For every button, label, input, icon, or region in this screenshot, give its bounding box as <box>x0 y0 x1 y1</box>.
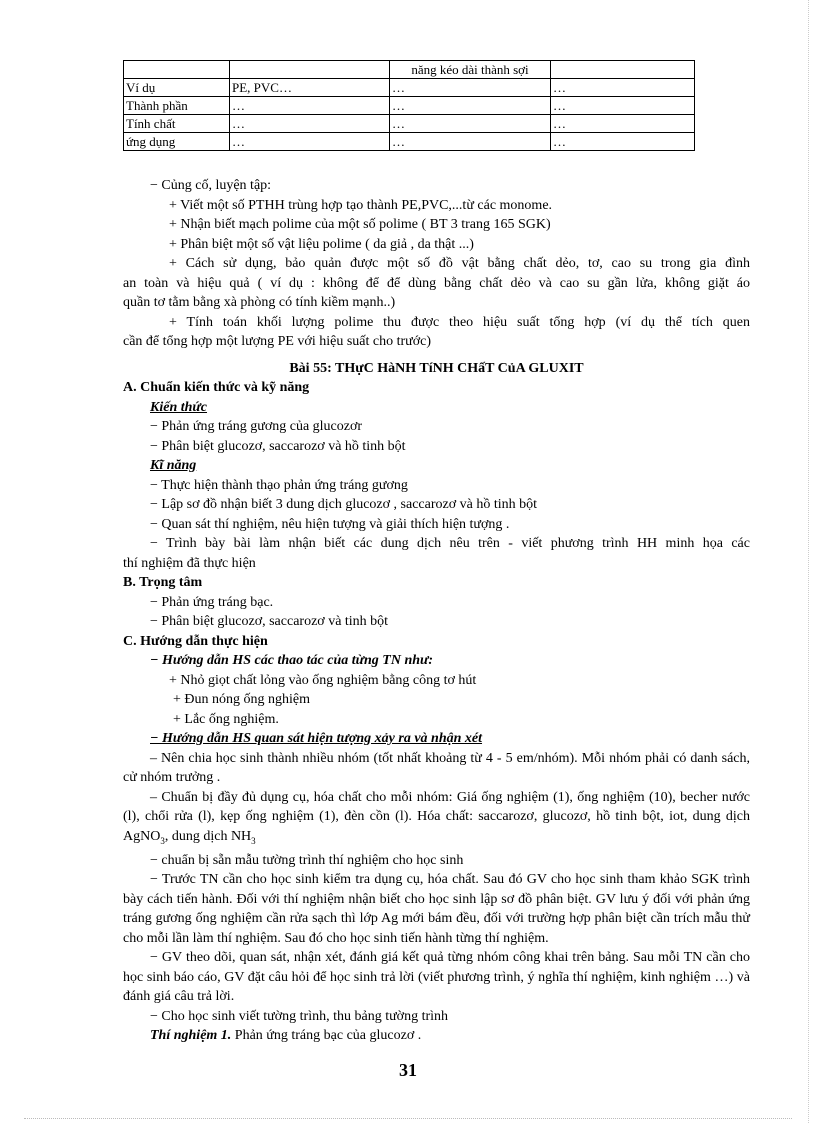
table-cell: … <box>390 133 551 151</box>
consolidation-item: + Cách sử dụng, bảo quản được một số đồ vật bằng chất dẻo, tơ, cao su trong gia đình <box>169 256 750 271</box>
consolidation-item: an toàn và hiệu quả ( ví dụ : không để để dùng bằng chất dẻo và cao su gần lửa, không giặt áo <box>123 275 750 291</box>
table-cell: … <box>390 115 551 133</box>
consolidation-item: + Nhận biết mạch polime của một số polime ( BT 3 trang 165 SGK) <box>169 217 551 232</box>
paragraph-report: − Cho học sinh viết tường trình, thu bảng tường trình <box>150 1008 449 1024</box>
table-row <box>124 133 695 151</box>
skills-item: − Lập sơ đồ nhận biết 3 dung dịch glucozơ , saccarozơ và hồ tinh bột <box>150 497 538 512</box>
skills-item: − Thực hiện thành thạo phản ứng tráng gương <box>150 477 408 493</box>
table-cell: … <box>551 115 695 133</box>
paragraph-equipment-text: – Chuẩn bị đầy đủ dụng cụ, hóa chất cho mỗi nhóm: Giá ống nghiệm (1), ống nghiệm (10), becher nước (l), chổi rửa (l), kẹp ống nghiệm (1), đèn cồn (l). Hóa chất: saccarozơ, glucozơ, hồ tinh bột, iot, dung dịch AgNO <box>123 789 750 844</box>
guide-item: + Nhỏ giọt chất lỏng vào ống nghiệm bằng công tơ hút <box>169 672 477 688</box>
table-cell <box>124 61 230 79</box>
section-a-heading: A. Chuẩn kiến thức và kỹ năng <box>123 380 310 395</box>
lesson-title: Bài 55: THựC HàNH TíNH CHấT CủA GLUXIT <box>289 360 584 376</box>
focus-item: − Phản ứng tráng bạc. <box>150 594 274 610</box>
skills-item: thí nghiệm đã thực hiện <box>123 555 256 571</box>
paragraph-worksheet: − chuẩn bị sẵn mẫu tường trình thí nghiệm cho học sinh <box>150 852 464 868</box>
consolidation-item: + Phân biệt một số vật liệu polime ( da giả , da thật ...) <box>169 236 474 252</box>
paragraph-before-experiment: − Trước TN cần cho học sinh kiểm tra dụng cụ, hóa chất. Sau đó GV cho học sinh tham khảo SGK trình bày cách tiến hành. Đối với thí nghiệm nhận biết cho học sinh lập sơ đồ phân biệt. GV lưu ý đối với phản ứng tráng gương ống nghiệm cần rửa sạch thì lớp Ag mới bám đều, đối với trường hợp phân biệt cần trích mẫu thử cho mỗi lần làm thí nghiệm. Sau đó cho học sinh tiến hành từng thí nghiệm. <box>123 872 750 946</box>
knowledge-item: − Phân biệt glucozơ, saccarozơ và hồ tinh bột <box>150 438 406 454</box>
experiment-text: Phản ứng tráng bạc của glucozơ . <box>231 1028 422 1044</box>
table-cell: … <box>551 133 695 151</box>
page-number: 31 <box>399 1060 417 1080</box>
consolidation-item: quần tơ tằm bằng xà phòng có tính kiềm mạnh..) <box>123 295 396 310</box>
consolidation-heading: − Củng cố, luyện tập: <box>150 178 272 193</box>
guide-item: + Đun nóng ống nghiệm <box>173 692 310 707</box>
guide-heading-1: − Hướng dẫn HS các thao tác của từng TN như: <box>150 653 434 668</box>
table-row <box>124 97 695 115</box>
table-cell: … <box>551 79 695 97</box>
consolidation-item: cần để tổng hợp một lượng PE với hiệu suất cho trước) <box>123 334 432 349</box>
table-cell: … <box>390 79 551 97</box>
table-cell: … <box>230 97 390 115</box>
paragraph-equipment-text-2: , dung dịch NH <box>164 828 252 844</box>
table-row <box>124 61 695 79</box>
subscript: 3 <box>160 835 165 846</box>
skills-label: Kĩ năng <box>150 458 197 473</box>
consolidation-item: + Viết một số PTHH trùng hợp tạo thành PE,PVC,...từ các monome. <box>169 197 553 213</box>
table-cell: Thành phần <box>124 97 230 115</box>
paragraph-groups: – Nên chia học sinh thành nhiều nhóm (tốt nhất khoảng từ 4 - 5 em/nhóm). Mỗi nhóm phải có danh sách, cử nhóm trưởng . <box>123 750 750 785</box>
table-cell: PE, PVC… <box>230 79 390 97</box>
experiment-label: Thí nghiệm 1. <box>150 1028 232 1044</box>
table-cell <box>551 61 695 79</box>
guide-heading-2: − Hướng dẫn HS quan sát hiện tượng xảy ra và nhận xét <box>150 731 483 746</box>
table-cell: … <box>551 97 695 115</box>
guide-item: + Lắc ống nghiệm. <box>173 711 279 727</box>
main-content <box>123 176 750 1046</box>
table-cell: Ví dụ <box>124 79 230 97</box>
section-c-heading: C. Hướng dẫn thực hiện <box>123 633 268 649</box>
table-cell: Tính chất <box>124 115 230 133</box>
table-cell <box>230 61 390 79</box>
bottom-divider <box>24 1118 792 1119</box>
table-cell: … <box>230 115 390 133</box>
table-row <box>124 115 695 133</box>
paragraph-equipment <box>123 788 750 851</box>
table-cell: ứng dụng <box>124 133 230 151</box>
subscript: 3 <box>251 835 256 846</box>
comparison-table <box>123 60 695 151</box>
skills-item: − Quan sát thí nghiệm, nêu hiện tượng và giải thích hiện tượng . <box>150 516 510 532</box>
experiment-1 <box>123 1026 750 1046</box>
table-cell: năng kéo dài thành sợi <box>390 61 551 79</box>
paragraph-teacher-monitoring: − GV theo dõi, quan sát, nhận xét, đánh giá kết quả từng nhóm công khai trên bảng. Sau mỗi TN cần cho học sinh báo cáo, GV đặt câu hỏi để học sinh trả lời (viết phương trình, ý nghĩa thí nghiệm, kinh nghiệm …) và đánh giá câu trả lời. <box>123 950 750 1005</box>
knowledge-item: − Phản ứng tráng gương của glucozơr <box>150 419 363 434</box>
right-edge-divider <box>808 0 809 1123</box>
section-b-heading: B. Trọng tâm <box>123 575 203 590</box>
knowledge-label: Kiến thức <box>150 399 208 415</box>
table-row <box>124 79 695 97</box>
consolidation-item: + Tính toán khối lượng polime thu được theo hiệu suất tổng hợp (ví dụ thể tích quen <box>169 314 750 330</box>
skills-item: − Trình bày bài làm nhận biết các dung dịch nêu trên - viết phương trình HH minh họa các <box>150 536 750 551</box>
table-cell: … <box>390 97 551 115</box>
focus-item: − Phân biệt glucozơ, saccarozơ và tinh bột <box>150 614 389 629</box>
table-cell: … <box>230 133 390 151</box>
